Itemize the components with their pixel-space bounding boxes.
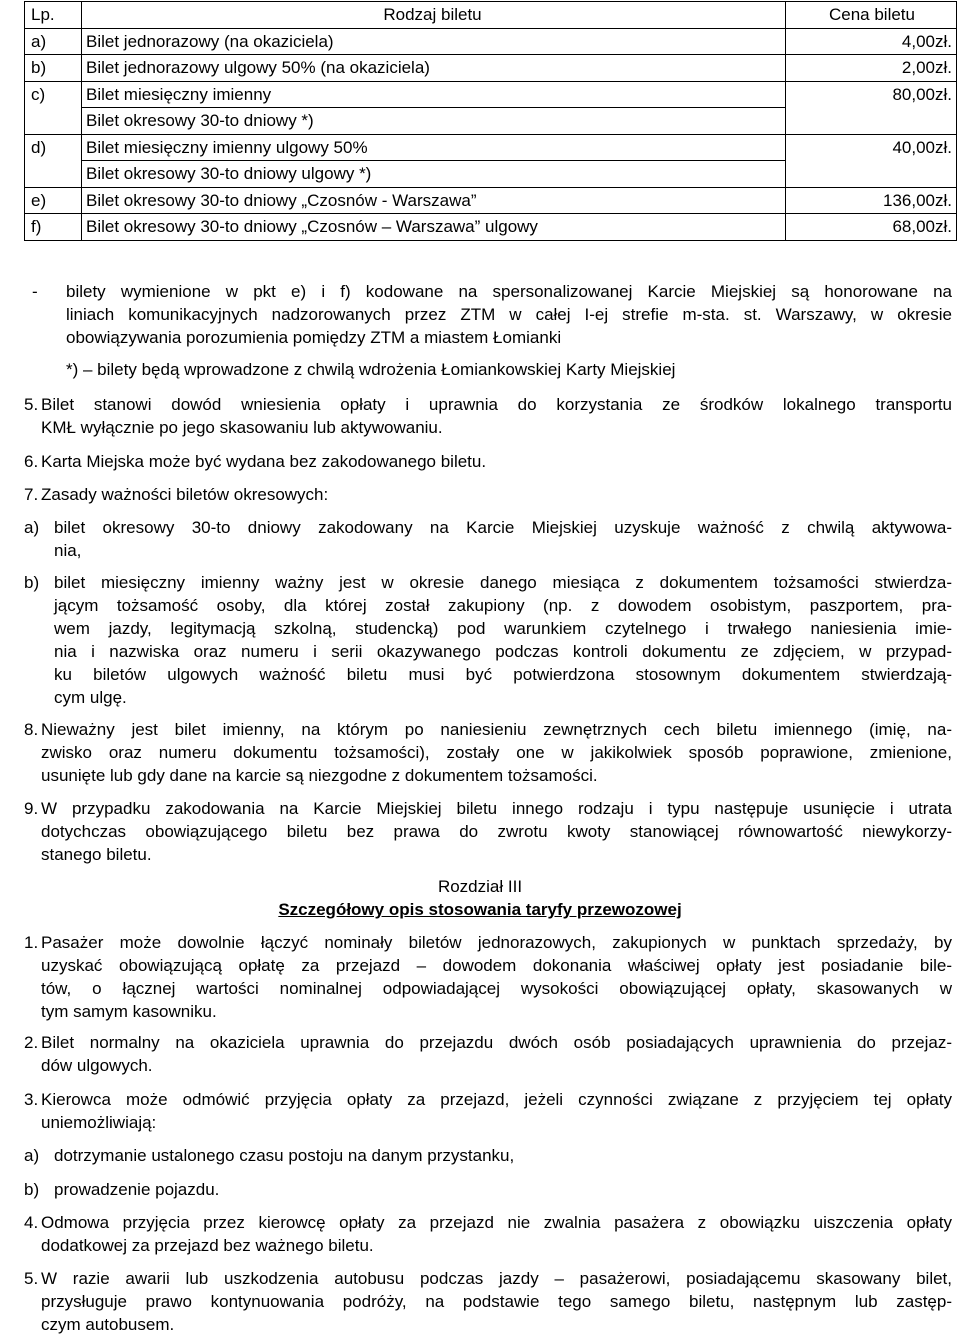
point-number: 5. [24, 395, 39, 414]
point-5 [24, 393, 952, 439]
point-8 [24, 718, 952, 787]
row-lp: a) [25, 28, 82, 55]
text-line: W przypadku zakodowania na Karcie Miejskiej biletu innego rodzaju i typu następuje usunięcie i utrata [41, 799, 952, 818]
dash-note-text [66, 280, 952, 349]
row-price: 68,00zł. [786, 214, 957, 241]
point-number: 5. [24, 1269, 39, 1288]
row-ticket-name: Bilet jednorazowy ulgowy 50% (na okaziciela) [82, 55, 786, 82]
row-ticket-name: Bilet okresowy 30-to dniowy ulgowy *) [82, 161, 786, 188]
point-text [41, 1031, 952, 1077]
chapter-point-5 [24, 1267, 952, 1336]
table-row [25, 214, 957, 241]
text-line: tym samym kasowniku. [41, 1002, 217, 1021]
row-ticket-name: Bilet jednorazowy (na okaziciela) [82, 28, 786, 55]
text-line: uzyskać obowiązującą opłatę za przejazd – dowodem dokonania właściwej opłaty jest posiadanie bile- [41, 956, 952, 975]
star-note: *) – bilety będą wprowadzone z chwilą wdrożenia Łomiankowskiej Karty Miejskiej [66, 360, 676, 379]
point-text [41, 1267, 952, 1336]
text-line: uniemożliwiają: [41, 1113, 157, 1132]
row-price: 80,00zł. [786, 81, 957, 108]
table-row [25, 161, 957, 188]
table-row [25, 55, 957, 82]
row-price: 4,00zł. [786, 28, 957, 55]
chapter-point-2 [24, 1031, 952, 1077]
ticket-price-table [24, 1, 957, 241]
text-line: Bilet normalny na okaziciela uprawnia do przejazdu dwóch osób posiadających uprawnienia do przejaz- [41, 1033, 952, 1052]
point-text [41, 483, 952, 506]
point-text [41, 1088, 952, 1134]
text-line: dotychczas obowiązującego biletu bez prawa do zwrotu kwoty stanowiącej równowartość niewykorzy- [41, 822, 952, 841]
text-line: cym ulgę. [54, 688, 127, 707]
point-number: 4. [24, 1213, 39, 1232]
text-line: tów, o łącznej wartości nominalnej odpowiadającej wysokości obowiązującej opłaty, skasowanych w [41, 979, 952, 998]
chapter-title: Rozdział III [437, 877, 523, 896]
text-line: Kierowca może odmówić przyjęcia opłaty za przejazd, jeżeli czynności związane z przyjęciem tej opłaty [41, 1090, 952, 1109]
dash-marker: - [32, 282, 38, 301]
point-number: 9. [24, 799, 39, 818]
point-letter: a) [24, 1146, 40, 1165]
row-ticket-name: Bilet okresowy 30-to dniowy „Czosnów - Warszawa” [82, 187, 786, 214]
point-text [41, 931, 952, 1023]
table-header-row [25, 2, 957, 29]
text-line: bilety wymienione w pkt e) i f) kodowane na spersonalizowanej Karcie Miejskiej są honorowane na [66, 282, 952, 301]
point-number: 2. [24, 1033, 39, 1052]
row-ticket-name: Bilet okresowy 30-to dniowy *) [82, 108, 786, 135]
text-line: ku biletów ulgowych ważność biletu musi być potwierdzona stosownym dokumentem stwierdzają- [54, 665, 952, 684]
text-line: Karta Miejska może być wydana bez zakodowanego biletu. [41, 452, 487, 471]
text-line: Nieważny jest bilet imienny, na którym po naniesieniu zewnętrznych cech biletu imiennego (imię, na- [41, 720, 952, 739]
text-line: obowiązywania porozumienia pomiędzy ZTM a miastem Łomianki [66, 328, 562, 347]
point-letter: b) [24, 573, 40, 592]
row-ticket-name: Bilet okresowy 30-to dniowy „Czosnów – Warszawa” ulgowy [82, 214, 786, 241]
chapter-point-4 [24, 1211, 952, 1257]
text-line: czym autobusem. [41, 1315, 175, 1334]
point-text [41, 1211, 952, 1257]
text-line: przysługuje prawo kontynuowania podróży, na podstawie tego samego biletu, następnym lub zastęp- [41, 1292, 952, 1311]
text-line: Bilet stanowi dowód wniesienia opłaty i uprawnia do korzystania ze środków lokalnego transportu [41, 395, 952, 414]
table-row [25, 28, 957, 55]
row-lp: b) [25, 55, 82, 82]
row-price [786, 161, 957, 188]
row-lp: c) [25, 81, 82, 108]
point-number: 3. [24, 1090, 39, 1109]
header-ticket-type: Rodzaj biletu [82, 2, 786, 29]
point-text [54, 1178, 952, 1201]
header-price: Cena biletu [786, 2, 957, 29]
point-9 [24, 797, 952, 866]
chapter-point-1 [24, 931, 952, 1023]
text-line: dotrzymanie ustalonego czasu postoju na danym przystanku, [54, 1146, 515, 1165]
text-line: bilet miesięczny imienny ważny jest w okresie danego miesiąca z dokumentem tożsamości stwierdza- [54, 573, 952, 592]
text-line: prowadzenie pojazdu. [54, 1180, 220, 1199]
row-lp [25, 108, 82, 135]
point-7a [24, 516, 952, 562]
text-line: KMŁ wyłącznie po jego skasowaniu lub aktywowaniu. [41, 418, 443, 437]
text-line: nia, [54, 541, 82, 560]
text-line: zwisko oraz numeru dokumentu tożsamości), zostały one w jakikolwiek sposób poprawione, zmienione, [41, 743, 952, 762]
point-letter: a) [24, 518, 40, 537]
point-number: 6. [24, 452, 39, 471]
text-line: Pasażer może dowolnie łączyć nominały biletów jednorazowych, zakupionych w punktach sprzedaży, by [41, 933, 952, 952]
row-lp [25, 161, 82, 188]
text-line: usunięte lub gdy dane na karcie są niezgodne z dokumentem tożsamości. [41, 766, 598, 785]
text-line: stanego biletu. [41, 845, 152, 864]
dash-note [24, 280, 952, 352]
text-line: jącym tożsamość osoby, dla której został zakupiony (np. z dowodem osobistym, paszportem, pra- [54, 596, 952, 615]
row-ticket-name: Bilet miesięczny imienny ulgowy 50% [82, 134, 786, 161]
point-text [41, 393, 952, 439]
text-line: Odmowa przyjęcia przez kierowcę opłaty za przejazd nie zwalnia pasażera z obowiązku uiszczenia opłaty [41, 1213, 952, 1232]
text-line: dodatkowej za przejazd bez ważnego biletu. [41, 1236, 374, 1255]
point-text [54, 571, 952, 709]
row-price: 2,00zł. [786, 55, 957, 82]
point-text [54, 516, 952, 562]
text-line: bilet okresowy 30-to dniowy zakodowany na Karcie Miejskiej uzyskuje ważność z chwilą aktywowa- [54, 518, 952, 537]
row-price [786, 108, 957, 135]
row-lp: d) [25, 134, 82, 161]
row-price: 40,00zł. [786, 134, 957, 161]
row-ticket-name: Bilet miesięczny imienny [82, 81, 786, 108]
point-text [41, 450, 952, 473]
table-row [25, 187, 957, 214]
point-number: 7. [24, 485, 39, 504]
text-line: nia i nazwiska oraz numeru i serii okazywanego podczas kontroli dokumentu ze zdjęciem, w przypad- [54, 642, 952, 661]
header-lp: Lp. [25, 2, 82, 29]
chapter-subtitle: Szczegółowy opis stosowania taryfy przewozowej [278, 900, 682, 919]
chapter-point-3 [24, 1088, 952, 1134]
table-row [25, 134, 957, 161]
point-text [54, 1144, 952, 1167]
point-number: 8. [24, 720, 39, 739]
text-line: dów ulgowych. [41, 1056, 153, 1075]
text-line: W razie awarii lub uszkodzenia autobusu podczas jazdy – pasażerowi, posiadającemu skasowany bilet, [41, 1269, 952, 1288]
point-text [41, 718, 952, 787]
text-line: liniach komunikacyjnych nadzorowanych przez ZTM w całej I-ej strefie m-sta. st. Warszawy, w okresie [66, 305, 952, 324]
point-number: 1. [24, 933, 39, 952]
row-lp: e) [25, 187, 82, 214]
table-row [25, 108, 957, 135]
point-letter: b) [24, 1180, 40, 1199]
row-price: 136,00zł. [786, 187, 957, 214]
point-text [41, 797, 952, 866]
point-7b [24, 571, 952, 709]
table-row [25, 81, 957, 108]
row-lp: f) [25, 214, 82, 241]
text-line: wem jazdy, legitymacją szkolną, studencką) pod warunkiem czytelnego i trwałego naniesienia imie- [54, 619, 952, 638]
text-line: Zasady ważności biletów okresowych: [41, 485, 329, 504]
